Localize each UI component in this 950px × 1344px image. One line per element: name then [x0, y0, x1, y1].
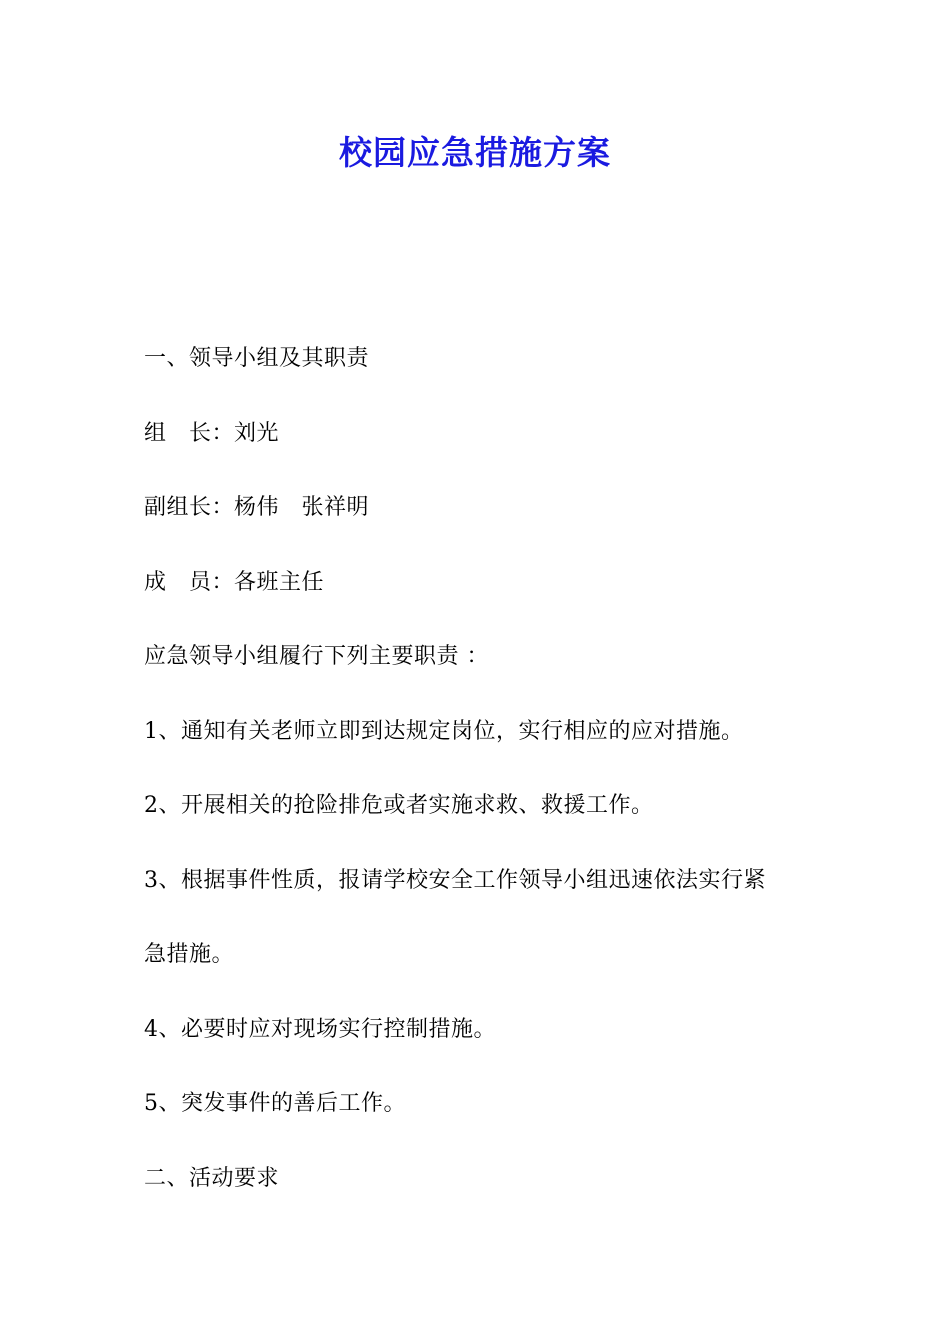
duty-item-3-continued: 急措施。 [144, 942, 235, 967]
duties-intro-line: 应急领导小组履行下列主要职责 ： [144, 644, 489, 669]
section-heading-leadership: 一、领导小组及其职责 [144, 346, 370, 371]
duty-item-3: 3、根据事件性质，报请学校安全工作领导小组迅速依法实行紧 [144, 867, 766, 893]
deputy-leader-line: 副组长：杨伟 张祥明 [144, 495, 370, 520]
page-title: 校园应急措施方案 [339, 133, 611, 172]
duty-item-1: 1、通知有关老师立即到达规定岗位，实行相应的应对措施。 [144, 718, 744, 744]
members-line: 成 员：各班主任 [144, 569, 325, 595]
duty-item-5: 5、突发事件的善后工作。 [144, 1091, 406, 1116]
duty-item-4: 4、必要时应对现场实行控制措施。 [144, 1016, 496, 1042]
document-body [144, 337, 824, 1231]
duty-item-2: 2、开展相关的抢险排危或者实施求救、救援工作。 [144, 793, 654, 818]
team-leader-line: 组 长：刘光 [144, 420, 280, 446]
section-heading-activity-requirements: 二、活动要求 [144, 1165, 280, 1191]
